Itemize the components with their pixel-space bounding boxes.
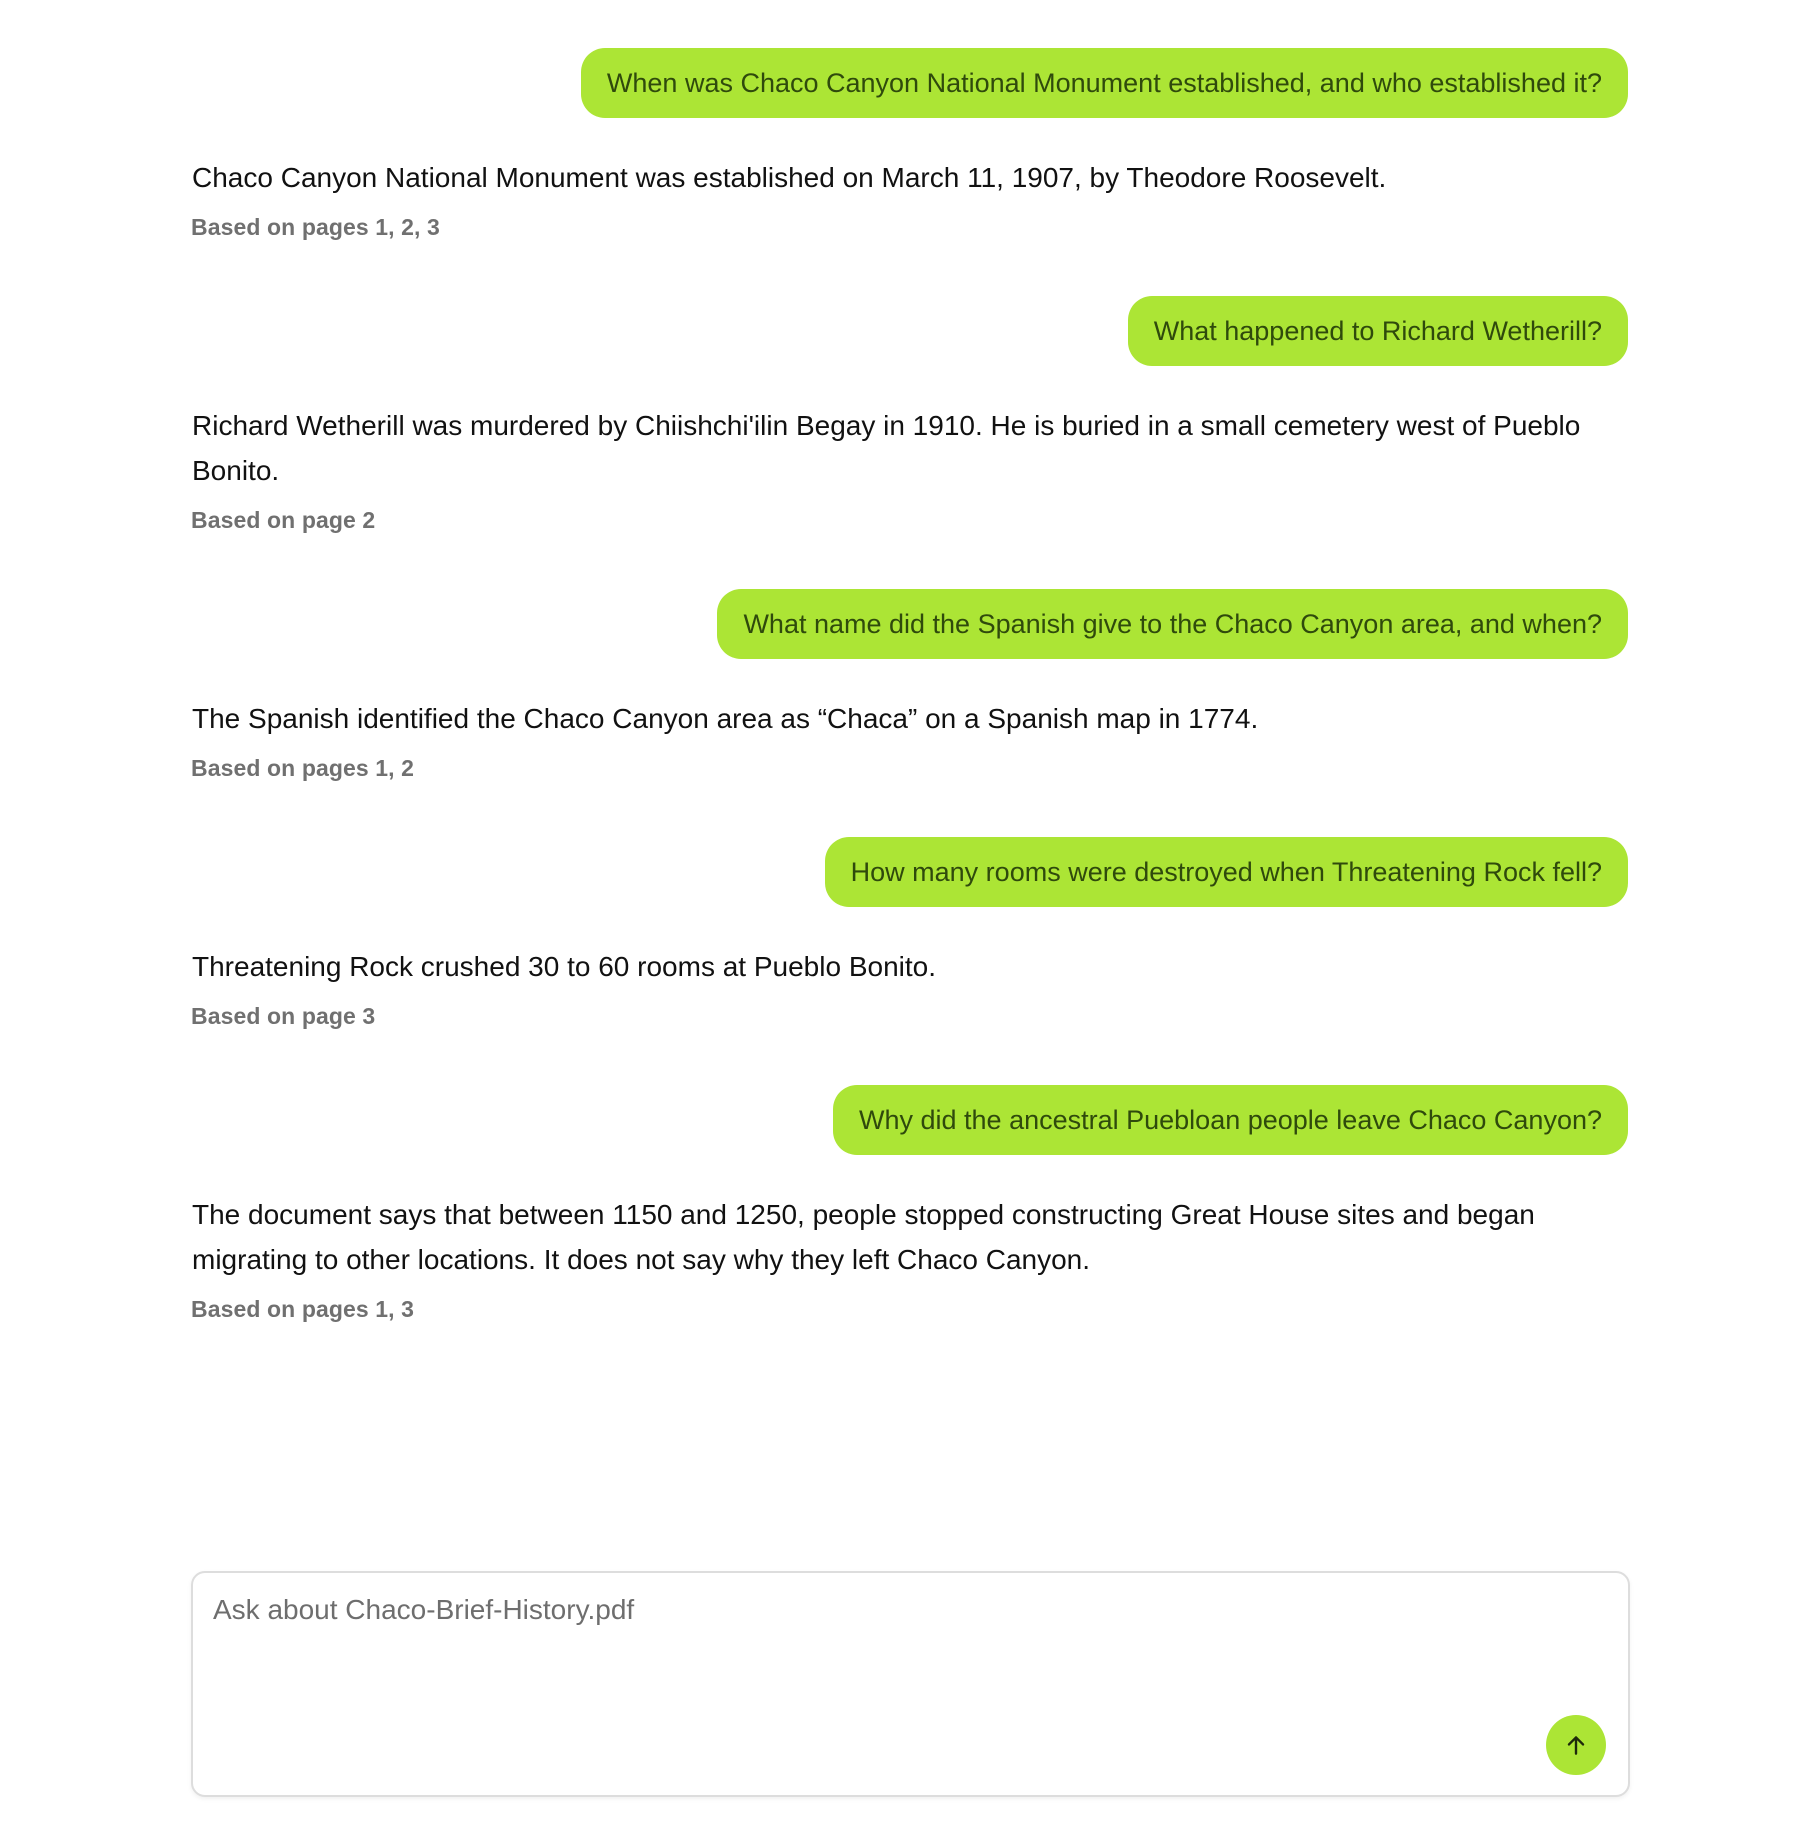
source-pages: Based on page 2 [191,507,376,533]
chat-turn [191,296,1628,536]
user-message-row [191,1085,1628,1155]
user-message-row [191,837,1628,907]
chat-thread [191,48,1628,1325]
chat-turn [191,48,1628,243]
source-pages: Based on pages 1, 2, 3 [191,214,440,240]
turn-spacer [191,536,1628,589]
question-input[interactable] [213,1591,1503,1751]
user-message-row [191,296,1628,366]
turn-spacer [191,784,1628,837]
arrow-up-icon [1563,1732,1589,1758]
user-message: What happened to Richard Wetherill? [1128,296,1628,366]
chat-turn [191,1085,1628,1325]
user-message: When was Chaco Canyon National Monument established, and who established it? [581,48,1628,118]
user-message: How many rooms were destroyed when Threatening Rock fell? [825,837,1628,907]
source-pages: Based on page 3 [191,1003,376,1029]
source-pages: Based on pages 1, 3 [191,1296,415,1322]
source-pages: Based on pages 1, 2 [191,755,415,781]
send-button[interactable] [1546,1715,1606,1775]
assistant-answer: The Spanish identified the Chaco Canyon area as “Chaca” on a Spanish map in 1774. [192,703,1259,734]
user-message-row [191,48,1628,118]
chat-turn [191,837,1628,1032]
turn-spacer [191,1032,1628,1085]
user-message: Why did the ancestral Puebloan people leave Chaco Canyon? [833,1085,1628,1155]
user-message-row [191,589,1628,659]
chat-turn [191,589,1628,784]
composer [191,1571,1630,1797]
user-message: What name did the Spanish give to the Chaco Canyon area, and when? [717,589,1628,659]
turn-spacer [191,243,1628,296]
assistant-answer: Richard Wetherill was murdered by Chiishchi'ilin Begay in 1910. He is buried in a small cemetery west of Pueblo Bonito. [192,410,1581,486]
assistant-answer: The document says that between 1150 and 1250, people stopped constructing Great House sites and began migrating to other locations. It does not say why they left Chaco Canyon. [192,1199,1535,1275]
assistant-answer: Threatening Rock crushed 30 to 60 rooms at Pueblo Bonito. [192,951,936,982]
assistant-answer: Chaco Canyon National Monument was established on March 11, 1907, by Theodore Roosevelt. [192,162,1387,193]
